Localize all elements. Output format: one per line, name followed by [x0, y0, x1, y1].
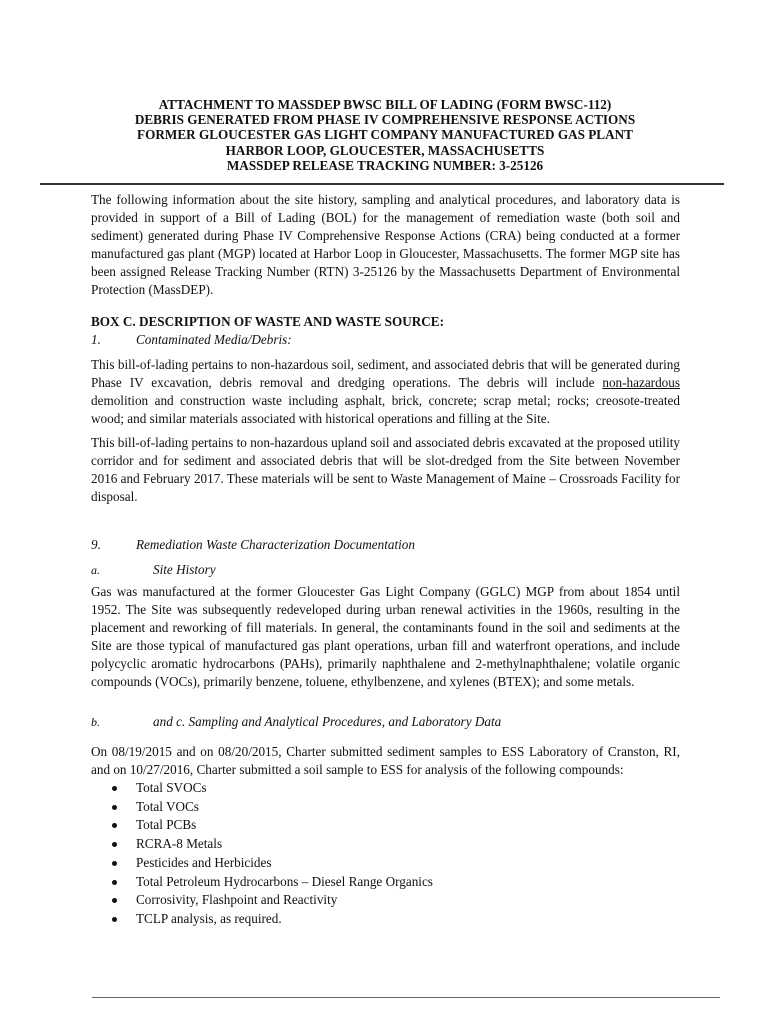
list-item: Corrosivity, Flashpoint and Reactivity	[91, 891, 433, 910]
contaminated-media-paragraph-2: This bill-of-lading pertains to non-hazardous upland soil and associated debris excavated at the proposed utility corridor and for sediment and associated debris that will be slot-dredged from the Site between November 2016 and February 2017. These materials will be sent to Waste Management of Maine – Crossroads Facility for disposal.	[91, 435, 680, 504]
list-item: Pesticides and Herbicides	[91, 854, 433, 873]
header-line-4: HARBOR LOOP, GLOUCESTER, MASSACHUSETTS	[225, 142, 545, 158]
header-line-2: DEBRIS GENERATED FROM PHASE IV COMPREHENSIVE RESPONSE ACTIONS	[134, 112, 636, 128]
intro-paragraph: The following information about the site history, sampling and analytical procedures, and laboratory data is provided in support of a Bill of Lading (BOL) for the management of remediation waste (both soil and sediment) generated during Phase IV Comprehensive Response Actions (CRA) being conducted at a former manufactured gas plant (MGP) located at Harbor Loop in Gloucester, Massachusetts. The former MGP site has been assigned Release Tracking Number (RTN) 3-25126 by the Massachusetts Department of Environmental Protection (MassDEP).	[91, 192, 680, 297]
list-item: Total PCBs	[91, 816, 433, 835]
header-line-1: ATTACHMENT TO MASSDEP BWSC BILL OF LADING (FORM BWSC-112)	[158, 97, 612, 112]
bullet-icon	[112, 898, 117, 903]
sampling-title: and c. Sampling and Analytical Procedures, and Laboratory Data	[153, 714, 502, 729]
bullet-icon	[112, 880, 117, 885]
list-item: Total Petroleum Hydrocarbons – Diesel Range Organics	[91, 873, 433, 892]
bullet-icon	[112, 823, 117, 828]
box-c-item-heading	[91, 331, 292, 349]
site-history-title: Site History	[153, 562, 216, 577]
list-item: Total VOCs	[91, 798, 433, 817]
list-item: TCLP analysis, as required.	[91, 910, 433, 929]
site-history-heading	[91, 561, 216, 579]
list-item: RCRA-8 Metals	[91, 835, 433, 854]
list-item: Total SVOCs	[91, 779, 433, 798]
header-line-3: FORMER GLOUCESTER GAS LIGHT COMPANY MANUFACTURED GAS PLANT	[137, 127, 633, 143]
box-c-item-title: Contaminated Media/Debris:	[136, 332, 292, 347]
sampling-label: b.	[91, 715, 100, 729]
section-9-number: 9.	[91, 537, 101, 552]
bullet-icon	[112, 786, 117, 791]
para1-underlined-text: non-hazardous	[602, 375, 680, 390]
header-line-5: MASSDEP RELEASE TRACKING NUMBER: 3-25126	[226, 157, 544, 173]
box-c-heading: BOX C. DESCRIPTION OF WASTE AND WASTE SOURCE:	[91, 314, 444, 329]
site-history-label: a.	[91, 563, 100, 577]
header-divider	[40, 183, 724, 185]
footer-divider	[92, 997, 720, 998]
bullet-icon	[112, 861, 117, 866]
box-c-item-number: 1.	[91, 332, 101, 347]
contaminated-media-paragraph-1	[91, 356, 680, 428]
site-history-paragraph: Gas was manufactured at the former Gloucester Gas Light Company (GGLC) MGP from about 1854 until 1952. The Site was subsequently redeveloped during urban renewal activities in the 1960s, resulting in the placement and reworking of fill materials. In general, the contaminants found in the soil and sediments at the Site are those typical of manufactured gas plant operations, urban fill and waterfront operations, and include polycyclic aromatic hydrocarbons (PAHs), primarily naphthalene and 2-methylnaphthalene; volatile organic compounds (VOCs), primarily benzene, toluene, ethylbenzene, and xylenes (BTEX); and some metals.	[91, 584, 680, 689]
sampling-heading	[91, 713, 501, 731]
compound-list	[91, 779, 433, 929]
document-header	[40, 97, 730, 173]
para1-text-b: demolition and construction waste including asphalt, brick, concrete; scrap metal; rocks; creosote-treated wood; and similar materials associated with historical operations and filling at the Site.	[91, 393, 680, 426]
section-9-heading	[91, 536, 415, 554]
bullet-icon	[112, 842, 117, 847]
bullet-icon	[112, 917, 117, 922]
section-9-title: Remediation Waste Characterization Documentation	[136, 537, 415, 552]
sampling-paragraph: On 08/19/2015 and on 08/20/2015, Charter submitted sediment samples to ESS Laboratory of Cranston, RI, and on 10/27/2016, Charter submitted a soil sample to ESS for analysis of the following compounds:	[91, 744, 680, 777]
bullet-icon	[112, 805, 117, 810]
para1-text-a: This bill-of-lading pertains to non-hazardous soil, sediment, and associated debris that will be generated during Phase IV excavation, debris removal and dredging operations. The debris will include	[91, 357, 680, 390]
